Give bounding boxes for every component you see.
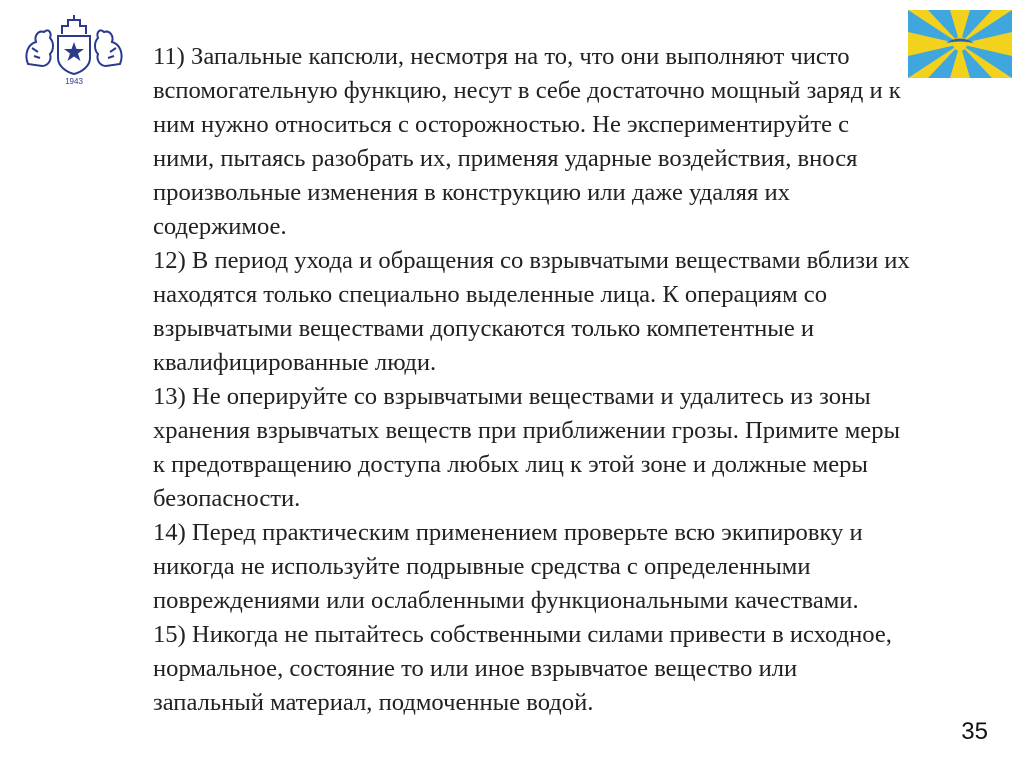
paragraph-13: 13) Не оперируйте со взрывчатыми веществами и удалитесь из зоны хранения взрывчатых веществ при приближении грозы. Примите меры к предотвращению доступа любых лиц к этой зоне и должные меры безопасности. (153, 383, 901, 512)
body-text (153, 40, 913, 720)
paragraph-14: 14) Перед практическим применением проверьте всю экипировку и никогда не используйте подрывные средства с определенными повреждениями или ослабленными функциональными качествами. (153, 519, 863, 614)
sunburst-flag-icon (908, 10, 1012, 78)
page-number: 35 (961, 718, 988, 745)
paragraph-11: 11) Запальные капсюли, несмотря на то, что они выполняют чисто вспомогательную функцию, несут в себе достаточно мощный заряд и к ним нужно относиться с осторожностью. Не экспериментируйте с ними, пытаясь разобрать их, применяя ударные воздействия, внося произвольные изменения в конструкцию или даже удаляя их содержимое. (153, 43, 901, 240)
paragraph-15: 15) Никогда не пытайтесь собственными силами привести в исходное, нормальное, состояние то или иное взрывчатое вещество или запальный материал, подмоченные водой. (153, 621, 892, 716)
university-emblem-logo (22, 14, 126, 86)
logo-year: 1943 (65, 77, 83, 86)
paragraph-12: 12) В период ухода и обращения со взрывчатыми веществами вблизи их находятся только специально выделенные лица. К операциям со взрывчатыми веществами допускаются только компетентные и квалифицированные люди. (153, 247, 910, 376)
